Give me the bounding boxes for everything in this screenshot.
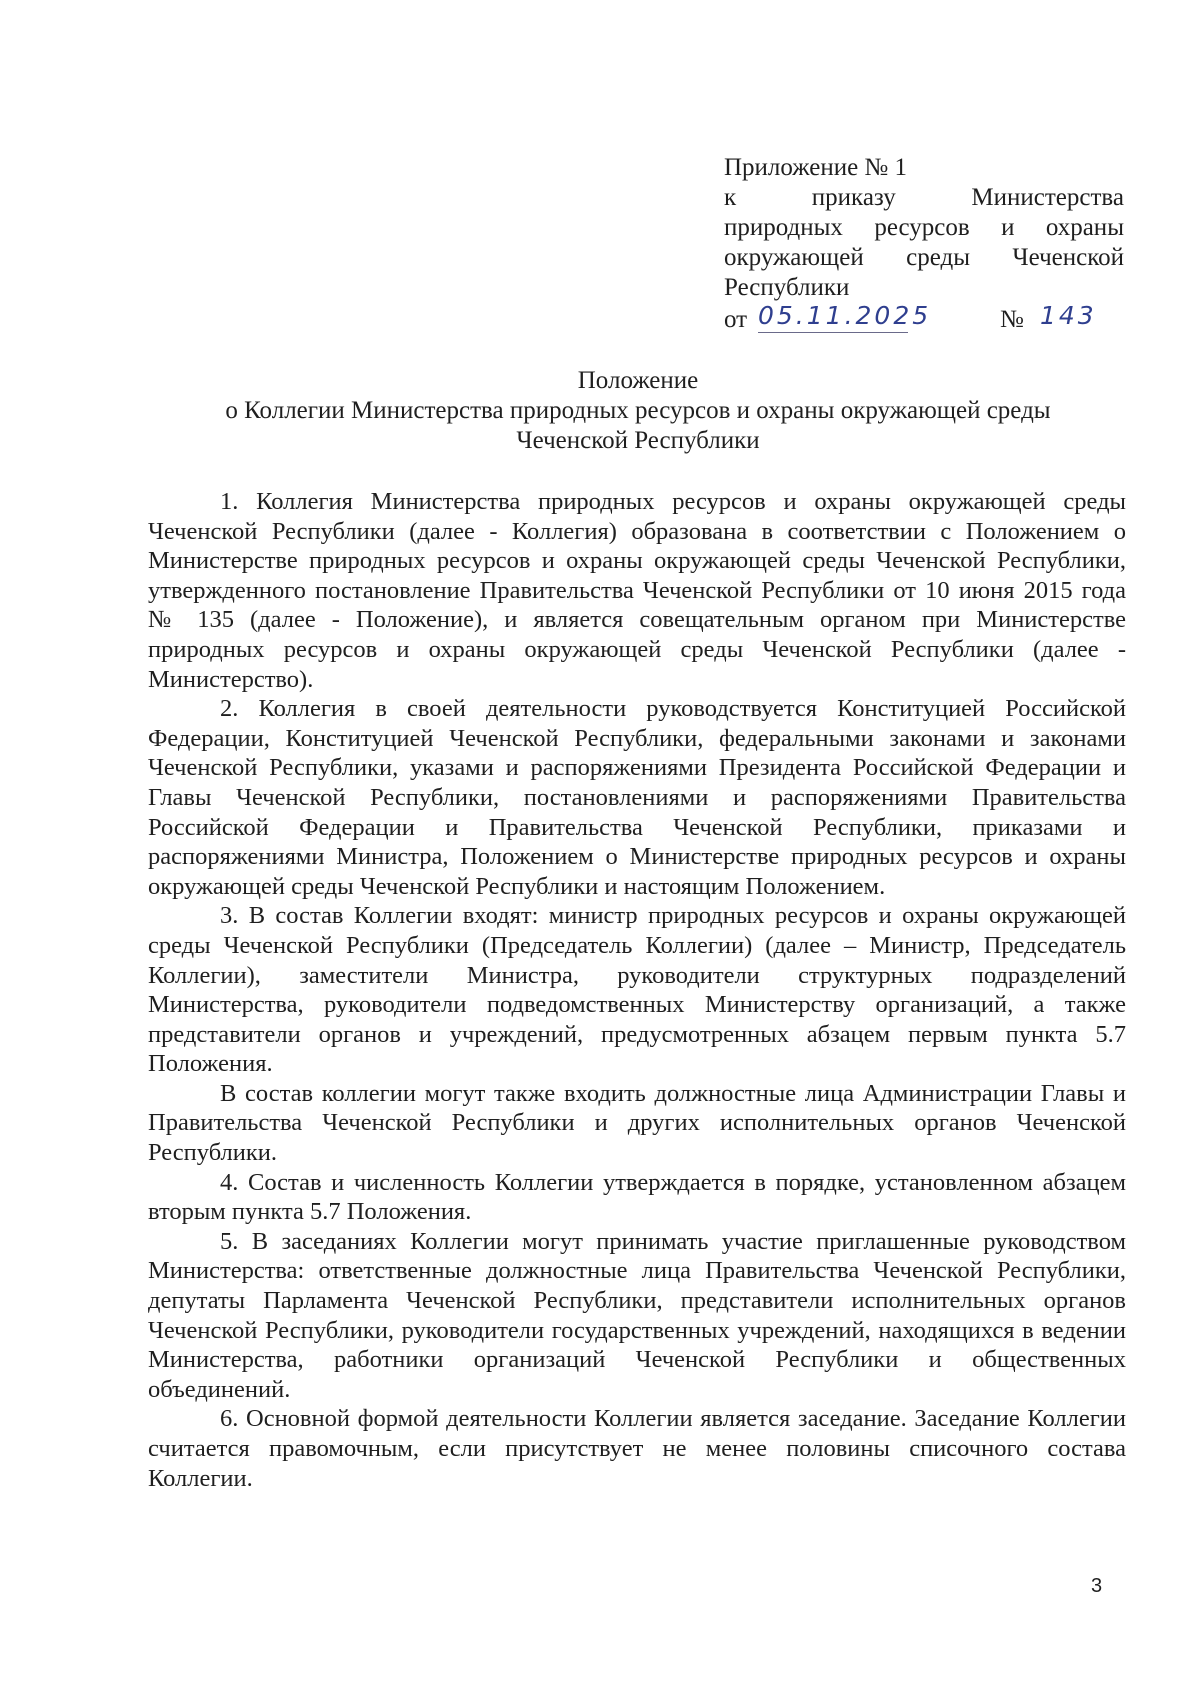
document-title: [150, 366, 1126, 456]
handwritten-date: 05.11.2025: [758, 301, 908, 333]
document-body: [148, 487, 1126, 1493]
title-line-3: Чеченской Республики: [516, 427, 760, 454]
paragraph-4: 4. Состав и численность Коллегии утверждается в порядке, установленном абзацем вторым пункта 5.7 Положения.: [148, 1168, 1126, 1226]
title-line-2: о Коллегии Министерства природных ресурсов и охраны окружающей среды: [225, 397, 1051, 424]
appendix-ministry-line: природных ресурсов и охраны: [724, 214, 1124, 241]
paragraph-6: 6. Основной формой деятельности Коллегии является заседание. Заседание Коллегии считается правомочным, если присутствует не менее половины списочного состава Коллегии.: [148, 1405, 1126, 1492]
appendix-order-line: к приказу Министерства: [724, 184, 1124, 211]
appendix-number: Приложение № 1: [724, 154, 908, 181]
paragraph-5: 5. В заседаниях Коллегии могут принимать участие приглашенные руководством Министерства: ответственные должностные лица Правительства Чеченской Республики, депутаты Парламента Чеченской Республики, представители исполнительных органов Чеченской Республики, руководители государственных учреждений, находящихся в ведении Министерства, работники организаций Чеченской Республики и общественных объединений.: [148, 1227, 1126, 1403]
number-label: №: [1000, 306, 1024, 333]
appendix-environment-line: окружающей среды Чеченской: [724, 244, 1124, 271]
page-number: 3: [1091, 1575, 1103, 1597]
paragraph-3-continued: В состав коллегии могут также входить должностные лица Администрации Главы и Правительства Чеченской Республики и других исполнительных органов Чеченской Республики.: [148, 1079, 1126, 1167]
title-line-1: Положение: [577, 367, 699, 394]
appendix-header: [724, 153, 1124, 339]
appendix-republic-line: Республики: [724, 274, 850, 301]
date-label: от: [724, 306, 748, 333]
order-date-number-line: [724, 301, 1124, 339]
paragraph-3: 3. В состав Коллегии входят: министр природных ресурсов и охраны окружающей среды Чеченской Республики (Председатель Коллегии) (далее – Министр, Председатель Коллегии), заместители Министра, руководители структурных подразделений Министерства, руководители подведомственных Министерству организаций, а также представители органов и учреждений, предусмотренных абзацем первым пункта 5.7 Положения.: [148, 902, 1126, 1078]
paragraph-2: 2. Коллегия в своей деятельности руководствуется Конституцией Российской Федерации, Конституцией Чеченской Республики, федеральными законами и законами Чеченской Республики, указами и распоряжениями Президента Российской Федерации и Главы Чеченской Республики, постановлениями и распоряжениями Правительства Российской Федерации и Правительства Чеченской Республики, приказами и распоряжениями Министра, Положением о Министерстве природных ресурсов и охраны окружающей среды Чеченской Республики и настоящим Положением.: [148, 695, 1126, 900]
paragraph-1: 1. Коллегия Министерства природных ресурсов и охраны окружающей среды Чеченской Республики (далее - Коллегия) образована в соответствии с Положением о Министерстве природных ресурсов и охраны окружающей среды Чеченской Республики, утвержденного постановление Правительства Чеченской Республики от 10 июня 2015 года № 135 (далее - Положение), и является совещательным органом при Министерстве природных ресурсов и охраны окружающей среды Чеченской Республики (далее - Министерство).: [148, 488, 1126, 693]
handwritten-order-number: 143: [1040, 301, 1097, 330]
